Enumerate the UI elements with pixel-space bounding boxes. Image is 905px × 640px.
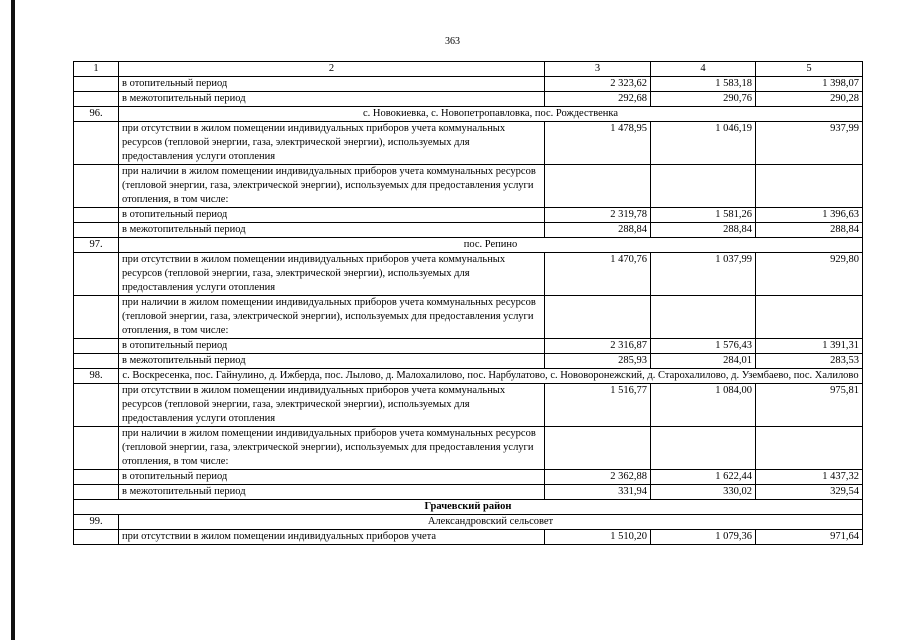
- value-col5-cell: 975,81: [756, 384, 863, 427]
- value-col3-cell: 285,93: [545, 354, 651, 369]
- value-col5-cell: 929,80: [756, 253, 863, 296]
- value-col3-cell: [545, 296, 651, 339]
- row-number-cell: [74, 384, 119, 427]
- row-number-cell: 96.: [74, 107, 119, 122]
- value-col5-cell: [756, 427, 863, 470]
- row-number-cell: [74, 339, 119, 354]
- table-row: [74, 122, 863, 165]
- value-col4-cell: [651, 427, 756, 470]
- table-row: [74, 296, 863, 339]
- table-row: [74, 384, 863, 427]
- row-number-cell: [74, 427, 119, 470]
- value-col3-cell: 2 319,78: [545, 208, 651, 223]
- scan-edge-line: [11, 0, 15, 640]
- value-col3-cell: 1 510,20: [545, 530, 651, 545]
- column-header: 1: [74, 62, 119, 77]
- description-cell: в межотопительный период: [119, 92, 545, 107]
- value-col3-cell: 331,94: [545, 485, 651, 500]
- row-number-cell: [74, 470, 119, 485]
- table-row: [74, 427, 863, 470]
- column-header: 4: [651, 62, 756, 77]
- value-col4-cell: 284,01: [651, 354, 756, 369]
- row-number-cell: [74, 485, 119, 500]
- value-col3-cell: 288,84: [545, 223, 651, 238]
- value-col5-cell: 329,54: [756, 485, 863, 500]
- table-row: [74, 92, 863, 107]
- value-col3-cell: 1 478,95: [545, 122, 651, 165]
- value-col3-cell: 292,68: [545, 92, 651, 107]
- description-cell: при наличии в жилом помещении индивидуальных приборов учета коммунальных ресурсов (тепловой энергии, газа, электрической энергии), используемых для предоставления услуги отопления, в том числе:: [119, 427, 545, 470]
- table-row: [74, 253, 863, 296]
- description-cell: в отопительный период: [119, 339, 545, 354]
- table-row: [74, 223, 863, 238]
- table-row: [74, 165, 863, 208]
- table-row: [74, 470, 863, 485]
- value-col5-cell: [756, 165, 863, 208]
- value-col4-cell: 290,76: [651, 92, 756, 107]
- row-number-cell: [74, 530, 119, 545]
- row-number-cell: [74, 77, 119, 92]
- description-cell: при отсутствии в жилом помещении индивидуальных приборов учета коммунальных ресурсов (тепловой энергии, газа, электрической энергии), используемых для предоставления услуги отопления: [119, 384, 545, 427]
- row-number-cell: [74, 122, 119, 165]
- locality-row: [74, 107, 863, 122]
- locality-name-cell: пос. Репино: [119, 238, 863, 253]
- value-col3-cell: 1 470,76: [545, 253, 651, 296]
- description-cell: при отсутствии в жилом помещении индивидуальных приборов учета коммунальных ресурсов (тепловой энергии, газа, электрической энергии), используемых для предоставления услуги отопления: [119, 122, 545, 165]
- value-col4-cell: 1 576,43: [651, 339, 756, 354]
- row-number-cell: [74, 223, 119, 238]
- locality-row: [74, 369, 863, 384]
- table-row: [74, 77, 863, 92]
- value-col4-cell: 1 581,26: [651, 208, 756, 223]
- locality-row: [74, 238, 863, 253]
- value-col4-cell: 1 622,44: [651, 470, 756, 485]
- description-cell: при отсутствии в жилом помещении индивидуальных приборов учета коммунальных ресурсов (тепловой энергии, газа, электрической энергии), используемых для предоставления услуги отопления: [119, 253, 545, 296]
- value-col4-cell: [651, 165, 756, 208]
- row-number-cell: [74, 165, 119, 208]
- description-cell: при наличии в жилом помещении индивидуальных приборов учета коммунальных ресурсов (тепловой энергии, газа, электрической энергии), используемых для предоставления услуги отопления, в том числе:: [119, 296, 545, 339]
- value-col3-cell: 2 362,88: [545, 470, 651, 485]
- locality-name-cell: с. Новокиевка, с. Новопетропавловка, пос. Рождественка: [119, 107, 863, 122]
- description-cell: в межотопительный период: [119, 485, 545, 500]
- column-header: 3: [545, 62, 651, 77]
- description-cell: в отопительный период: [119, 77, 545, 92]
- value-col3-cell: [545, 427, 651, 470]
- description-cell: в отопительный период: [119, 208, 545, 223]
- row-number-cell: 99.: [74, 515, 119, 530]
- value-col4-cell: 330,02: [651, 485, 756, 500]
- locality-row: [74, 515, 863, 530]
- row-number-cell: [74, 296, 119, 339]
- description-cell: в межотопительный период: [119, 354, 545, 369]
- table-row: [74, 530, 863, 545]
- description-cell: в отопительный период: [119, 470, 545, 485]
- description-cell: при наличии в жилом помещении индивидуальных приборов учета коммунальных ресурсов (тепловой энергии, газа, электрической энергии), используемых для предоставления услуги отопления, в том числе:: [119, 165, 545, 208]
- tariff-table: [73, 61, 863, 545]
- row-number-cell: [74, 253, 119, 296]
- value-col4-cell: 1 037,99: [651, 253, 756, 296]
- value-col4-cell: 1 079,36: [651, 530, 756, 545]
- district-row: [74, 500, 863, 515]
- value-col3-cell: 1 516,77: [545, 384, 651, 427]
- locality-name-cell: Александровский сельсовет: [119, 515, 863, 530]
- value-col5-cell: 288,84: [756, 223, 863, 238]
- value-col4-cell: 288,84: [651, 223, 756, 238]
- value-col5-cell: 1 391,31: [756, 339, 863, 354]
- table-row: [74, 485, 863, 500]
- row-number-cell: [74, 354, 119, 369]
- table-row: [74, 208, 863, 223]
- value-col4-cell: [651, 296, 756, 339]
- header-row: [74, 62, 863, 77]
- row-number-cell: [74, 208, 119, 223]
- row-number-cell: 97.: [74, 238, 119, 253]
- table-row: [74, 339, 863, 354]
- value-col5-cell: 283,53: [756, 354, 863, 369]
- value-col5-cell: 290,28: [756, 92, 863, 107]
- row-number-cell: [74, 92, 119, 107]
- value-col3-cell: 2 323,62: [545, 77, 651, 92]
- table-row: [74, 354, 863, 369]
- value-col5-cell: [756, 296, 863, 339]
- page-number: 363: [445, 36, 460, 47]
- value-col5-cell: 1 437,32: [756, 470, 863, 485]
- column-header: 2: [119, 62, 545, 77]
- value-col4-cell: 1 046,19: [651, 122, 756, 165]
- value-col3-cell: 2 316,87: [545, 339, 651, 354]
- description-cell: в межотопительный период: [119, 223, 545, 238]
- district-name-cell: Грачевский район: [74, 500, 863, 515]
- row-number-cell: 98.: [74, 369, 119, 384]
- value-col4-cell: 1 084,00: [651, 384, 756, 427]
- value-col3-cell: [545, 165, 651, 208]
- value-col5-cell: 937,99: [756, 122, 863, 165]
- value-col5-cell: 1 396,63: [756, 208, 863, 223]
- value-col4-cell: 1 583,18: [651, 77, 756, 92]
- locality-name-cell: с. Воскресенка, пос. Гайнулино, д. Ижберда, пос. Лылово, д. Малохалилово, пос. Нарбулатово, с. Нововоронежский, д. Старохалилово, д. Узембаево, пос. Халилово: [119, 369, 863, 384]
- description-cell: при отсутствии в жилом помещении индивидуальных приборов учета: [119, 530, 545, 545]
- column-header: 5: [756, 62, 863, 77]
- value-col5-cell: 971,64: [756, 530, 863, 545]
- value-col5-cell: 1 398,07: [756, 77, 863, 92]
